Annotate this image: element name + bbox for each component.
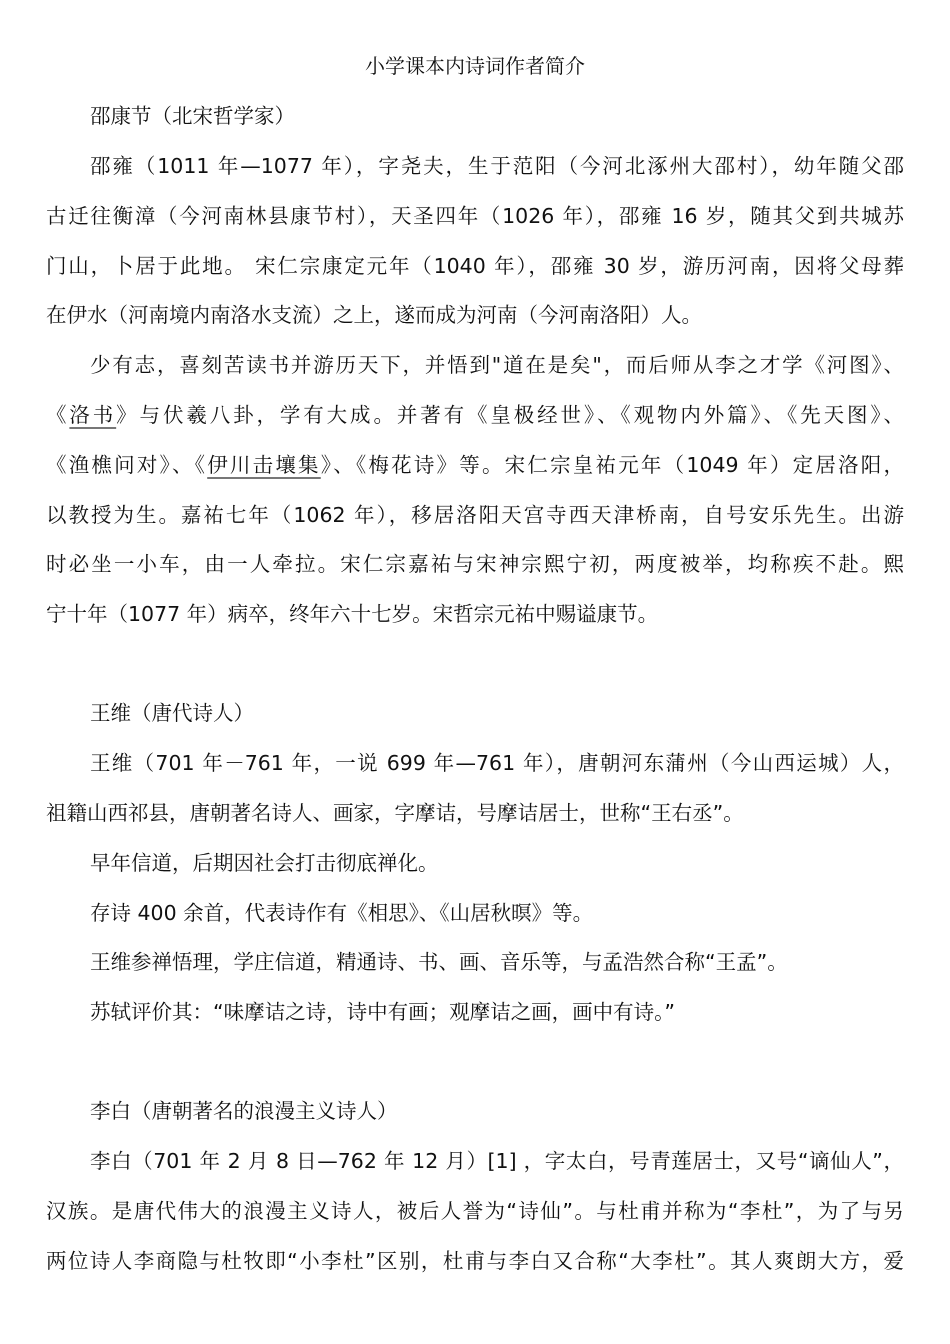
- paragraph-line: 古迁往衡漳（今河南林县康节村），天圣四年（1026 年），邵雍 16 岁，随其父到共城苏: [46, 204, 904, 228]
- paragraph-line: 王维（701 年－761 年，一说 699 年—761 年），唐朝河东蒲州（今山西运城）人，: [90, 751, 904, 775]
- paragraph-line: 汉族。是唐代伟大的浪漫主义诗人，被后人誉为“诗仙”。与杜甫并称为“李杜”，为了与另: [46, 1199, 904, 1223]
- paragraph-text: 》、《梅花诗》等。宋仁宗皇祐元年（1049 年）定居洛阳，: [320, 453, 905, 477]
- section-heading-shao-kangjie: 邵康节（北宋哲学家）: [90, 104, 295, 128]
- paragraph-line: 祖籍山西祁县，唐朝著名诗人、画家，字摩诘，号摩诘居士，世称“王右丞”。: [46, 801, 744, 825]
- paragraph-text: 《: [46, 403, 70, 427]
- paragraph-line: 早年信道，后期因社会打击彻底禅化。: [90, 851, 439, 875]
- paragraph-line: 以教授为生。嘉祐七年（1062 年），移居洛阳天宫寺西天津桥南，自号安乐先生。出游: [46, 503, 904, 527]
- section-heading-li-bai: 李白（唐朝著名的浪漫主义诗人）: [90, 1099, 398, 1123]
- paragraph-line: 李白（701 年 2 月 8 日—762 年 12 月）[1] ，字太白，号青莲居士，又号“谪仙人”，: [90, 1149, 904, 1173]
- link-luoshu[interactable]: 洛书: [69, 403, 117, 427]
- paragraph-line: 苏轼评价其：“味摩诘之诗，诗中有画；观摩诘之画，画中有诗。”: [90, 1000, 675, 1024]
- paragraph-line: 宁十年（1077 年）病卒，终年六十七岁。宋哲宗元祐中赐谥康节。: [46, 602, 659, 626]
- paragraph-line: 少有志，喜刻苦读书并游历天下，并悟到"道在是矣"，而后师从李之才学《河图》、: [90, 353, 904, 377]
- paragraph-text: 《渔樵问对》、《: [46, 453, 208, 477]
- section-heading-wang-wei: 王维（唐代诗人）: [90, 701, 254, 725]
- paragraph-line: 王维参禅悟理，学庄信道，精通诗、书、画、音乐等，与孟浩然合称“王孟”。: [90, 950, 788, 974]
- paragraph-line: 两位诗人李商隐与杜牧即“小李杜”区别，杜甫与李白又合称“大李杜”。其人爽朗大方，爱: [46, 1249, 904, 1273]
- document-title: 小学课本内诗词作者简介: [365, 54, 585, 78]
- paragraph-line: [46, 450, 904, 480]
- paragraph-line: 邵雍（1011 年—1077 年），字尧夫，生于范阳（今河北涿州大邵村），幼年随父邵: [90, 154, 904, 178]
- paragraph-line: [46, 400, 904, 430]
- paragraph-line: 存诗 400 余首，代表诗作有《相思》、《山居秋暝》等。: [90, 901, 594, 925]
- paragraph-text: 》与伏羲八卦，学有大成。并著有《皇极经世》、《观物内外篇》、《先天图》、: [116, 403, 905, 427]
- paragraph-line: 门山，卜居于此地。 宋仁宗康定元年（1040 年），邵雍 30 岁，游历河南，因将父母葬: [46, 254, 904, 278]
- paragraph-line: 在伊水（河南境内南洛水支流）之上，遂而成为河南（今河南洛阳）人。: [46, 303, 702, 327]
- link-yichuan-jirangji[interactable]: 伊川击壤集: [207, 453, 321, 477]
- paragraph-line: 时必坐一小车，由一人牵拉。宋仁宗嘉祐与宋神宗熙宁初，两度被举，均称疾不赴。熙: [46, 552, 904, 576]
